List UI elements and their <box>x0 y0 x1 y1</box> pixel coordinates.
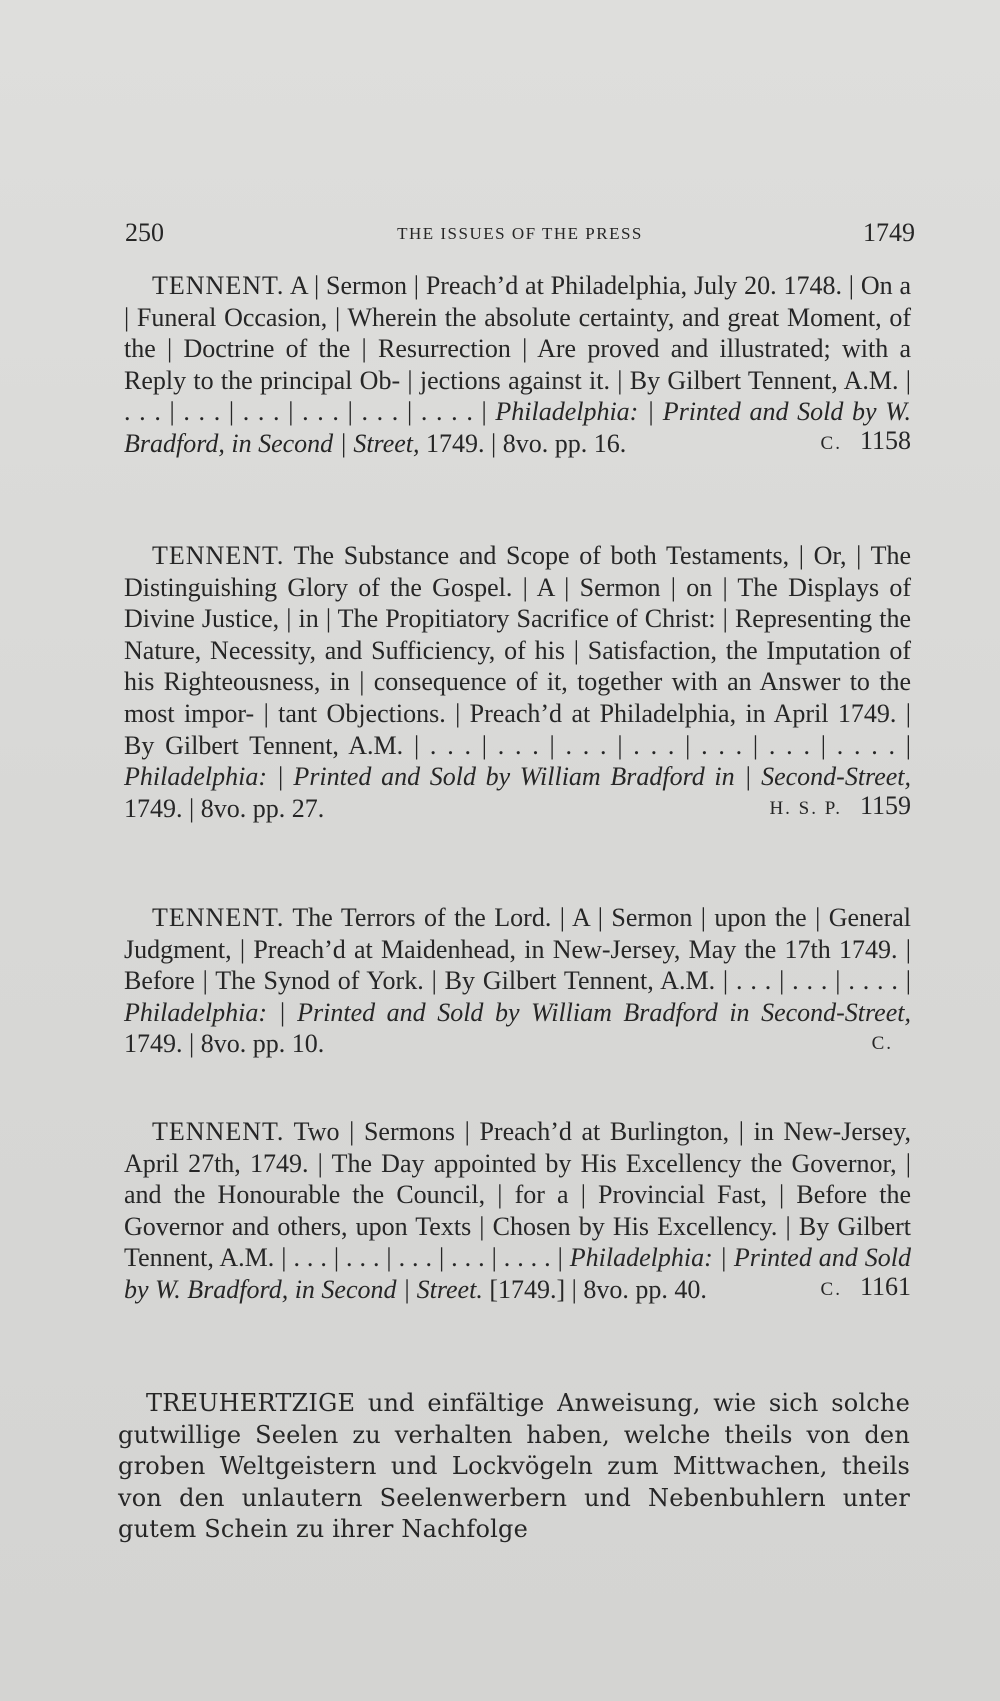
running-head <box>125 218 915 252</box>
entry-imprint: Philadelphia: | Printed and Sold by William Bradford in | Second-Street, <box>124 762 911 792</box>
entry-location: C. <box>871 1033 893 1055</box>
entry-location: C. <box>820 432 842 454</box>
header-year: 1749 <box>863 218 915 247</box>
entry-tail: [1749.] | 8vo. pp. 40. <box>489 1274 707 1304</box>
entry-body: The Terrors of the Lord. | A | Sermon | upon the | General Judgment, | Preach’d at Maidenhead, in New-Jersey, May the 17th 1749. | Before | The Synod of York. | By Gilbert Tennent, A.M. | . . . | . . . | . . . . | <box>124 903 912 996</box>
entry-imprint: Philadelphia: | Printed and Sold by William Bradford in Second-Street, <box>124 997 911 1027</box>
entry-tail: 1749. | 8vo. pp. 16. <box>426 428 627 458</box>
entry-reference <box>821 1271 911 1306</box>
entry-author: TENNENT. <box>152 1117 285 1146</box>
bibliography-entry <box>124 540 911 824</box>
entry-number: 1158 <box>859 425 911 455</box>
entry-body: A | Sermon | Preach’d at Philadelphia, July 20. 1748. | On a | Funeral Occasion, | Wherein the absolute certainty, and great Moment, of the | Doctrine of the | Resurrection | Are proved and illustrated; with a Reply to the principal Ob- | jections against it. | By Gilbert Tennent, A.M. | . . . | . . . | . . . | . . . | . . . | . . . . | <box>124 271 911 427</box>
entry-author: TENNENT. <box>152 903 285 932</box>
running-title: THE ISSUES OF THE PRESS <box>397 224 643 243</box>
entry-body: The Substance and Scope of both Testaments, | Or, | The Distinguishing Glory of the Gospel. | A | Sermon | on | The Displays of Divine Justice, | in | The Propitiatory Sacrifice of Christ: | Representing the Nature, Necessity, and Sufficiency, of his | Satisfaction, the Imputation of his Righteousness, in | consequence of it, together with an Answer to the most impor- | tant Objections. | Preach’d at Philadelphia, in April 1749. | By Gilbert Tennent, A.M. | . . . | . . . | . . . | . . . | . . . | . . . | . . . . | <box>124 541 912 760</box>
entry-reference <box>872 1025 911 1060</box>
entry-tail: 1749. | 8vo. pp. 27. <box>124 793 325 823</box>
bibliography-entry <box>124 1116 911 1306</box>
entry-author: TENNENT. <box>152 271 285 300</box>
entry-author: TENNENT. <box>152 541 285 570</box>
entry-reference <box>769 790 911 825</box>
entry-reference <box>821 425 911 460</box>
entry-imprint: Philadelphia: | Printed and Sold by W. Bradford, in Second | Street. <box>124 1243 912 1304</box>
german-entry-text: TREUHERTZIGE und einfältige Anweisung, wie sich solche gutwillige Seelen zu verhalten haben, welche theils von den groben Weltgeistern und Lockvögeln zum Mittwachen, theils von den unlautern Seelenwerbern und Nebenbuhlern unter gutem Schein zu ihrer Nachfolge <box>118 1389 910 1543</box>
entry-body: Two | Sermons | Preach’d at Burlington, | in New-Jersey, April 27th, 1749. | The Day appointed by His Excellency the Governor, | and the Honourable the Council, | for a | Provincial Fast, | Before the Governor and others, upon Texts | Chosen by His Excellency. | By Gilbert Tennent, A.M. | . . . | . . . | . . . | . . . | . . . . | <box>124 1117 911 1273</box>
german-entry <box>118 1388 910 1546</box>
entry-number: 1161 <box>859 1271 911 1301</box>
entry-imprint: Philadelphia: | Printed and Sold by W. Bradford, in Second | Street, <box>124 397 911 458</box>
bibliography-entry <box>124 902 911 1060</box>
entry-tail: 1749. | 8vo. pp. 10. <box>124 1029 325 1059</box>
entry-location: C. <box>820 1278 842 1300</box>
entry-number: 1159 <box>859 790 911 820</box>
bibliography-entry <box>124 270 911 460</box>
entry-location: H. S. P. <box>769 797 842 819</box>
page-number: 250 <box>125 218 164 247</box>
